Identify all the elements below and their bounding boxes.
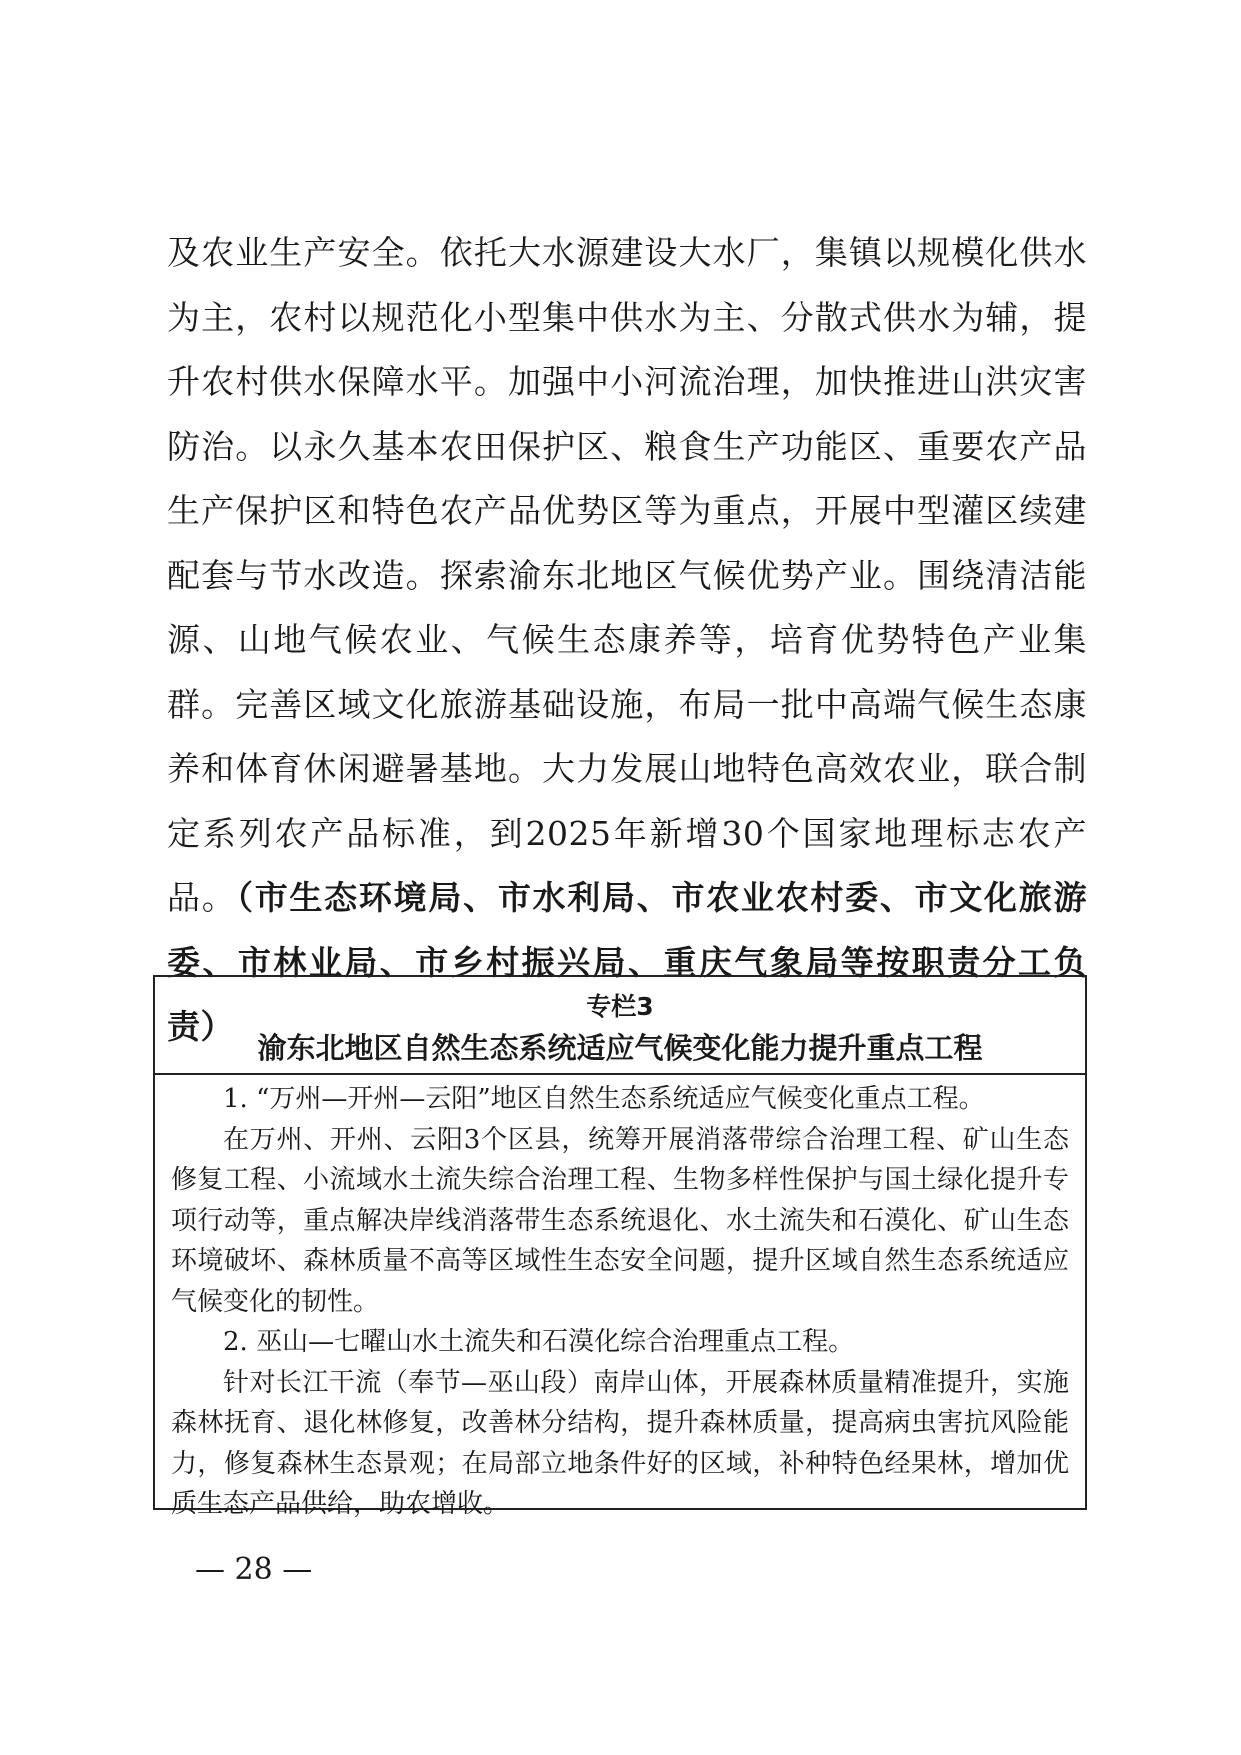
column-title: 渝东北地区自然生态系统适应气候变化能力提升重点工程 [257, 1031, 983, 1065]
page-number: — 28 — [195, 1552, 313, 1587]
project-2-heading: 2. 巫山—七曜山水土流失和石漠化综合治理重点工程。 [223, 1327, 855, 1357]
project-1-description: 在万州、开州、云阳3个区县，统筹开展消落带综合治理工程、矿山生态修复工程、小流域水土流失综合治理工程、生物多样性保护与国土绿化提升专项行动等，重点解决岸线消落带生态系统退化、水土流失和石漠化、矿山生态环境破坏、森林质量不高等区域性生态安全问题，提升区域自然生态系统适应气候变化的韧性。 [171, 1124, 1069, 1317]
main-paragraph [167, 221, 1087, 1060]
paragraph [167, 221, 1087, 1060]
paragraph-text: 及农业生产安全。依托大水源建设大水厂，集镇以规模化供水为主，农村以规范化小型集中供水为主、分散式供水为辅，提升农村供水保障水平。加强中小河流治理，加快推进山洪灾害防治。以永久基本农田保护区、粮食生产功能区、重要农产品生产保护区和特色农产品优势区等为重点，开展中型灌区续建配套与节水改造。探索渝东北地区气候优势产业。围绕清洁能源、山地气候农业、气候生态康养等，培育优势特色产业集群。完善区域文化旅游基础设施，布局一批中高端气候生态康养和体育休闲避暑基地。大力发展山地特色高效农业，联合制定系列农产品标准，到2025年新增30个国家地理标志农产品。 [167, 233, 1087, 917]
special-column-box [153, 975, 1087, 1519]
column-body [155, 1075, 1085, 1525]
column-label: 专栏3 [586, 992, 654, 1021]
column-header [155, 977, 1085, 1075]
project-1-heading: 1. “万州—开州—云阳”地区自然生态系统适应气候变化重点工程。 [223, 1084, 985, 1114]
responsible-units: （市生态环境局、市水利局、市农业农村委、市文化旅游委、市林业局、市乡村振兴局、重庆气象局等按职责分工负责） [167, 878, 1088, 1046]
project-2-description: 针对长江干流（奉节—巫山段）南岸山体，开展森林质量精准提升，实施森林抚育、退化林修复，改善林分结构，提升森林质量，提高病虫害抗风险能力，修复森林生态景观；在局部立地条件好的区域，补种特色经果林，增加优质生态产品供给，助农增收。 [171, 1367, 1069, 1519]
